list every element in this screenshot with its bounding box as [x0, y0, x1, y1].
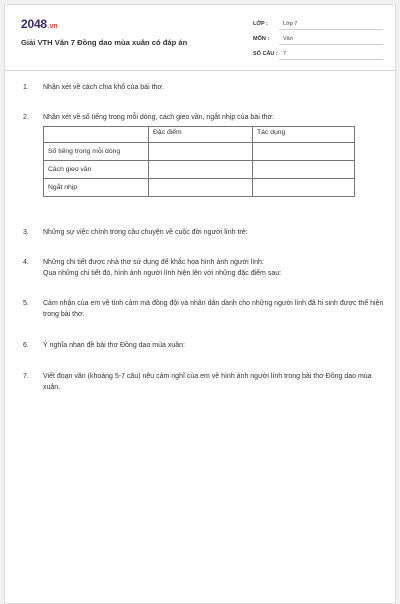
meta-class-value: Lớp 7 — [279, 18, 383, 30]
meta-subject — [253, 31, 383, 45]
question-number: 6. — [23, 342, 29, 349]
table-row — [44, 179, 355, 197]
meta-question-count-label: SỐ CÂU : — [253, 51, 278, 57]
meta-class — [253, 16, 383, 30]
table-answer-cell[interactable] — [149, 179, 253, 197]
table-answer-cell[interactable] — [149, 143, 253, 161]
question-text: Nhận xét về số tiếng trong mỗi dòng, cách gieo vần, ngắt nhịp của bài thơ: — [43, 114, 275, 121]
question-number: 5. — [23, 300, 29, 307]
question-number: 7. — [23, 373, 29, 380]
site-logo[interactable] — [21, 17, 57, 31]
meta-class-label: LỚP : — [253, 21, 268, 27]
question-text: Nhận xét về cách chia khổ của bài thơ. — [43, 84, 164, 91]
question-4 — [23, 257, 385, 279]
question-subtext: Qua những chi tiết đó, hình ảnh người lính hiện lên với những đặc điểm sau: — [43, 270, 282, 277]
table-row-label: Cách gieo vần — [44, 161, 149, 179]
table-header-cell: Đặc điểm — [149, 127, 253, 143]
page-title: Giải VTH Văn 7 Đồng dao mùa xuân có đáp án — [21, 38, 188, 47]
table-header-row — [44, 127, 355, 143]
worksheet-page — [4, 4, 396, 604]
table-row-label: Số tiếng trong mỗi dòng — [44, 143, 149, 161]
meta-question-count — [253, 46, 383, 60]
question-text: Cảm nhận của em về tình cảm mà đồng đội và nhân dân dành cho những người lính đã hi sinh được thể hiện trong bài thơ. — [43, 300, 384, 318]
logo-main: 2048 — [21, 17, 47, 31]
meta-subject-value: Văn — [279, 33, 383, 45]
question-number: 2. — [23, 114, 29, 121]
question-text: Những sự việc chính trong câu chuyện về cuộc đời người lính trẻ: — [43, 229, 248, 236]
question-number: 1. — [23, 84, 29, 91]
meta-question-count-value: 7 — [279, 48, 383, 60]
table-header-cell — [44, 127, 149, 143]
question-2 — [23, 112, 385, 123]
table-answer-cell[interactable] — [253, 179, 355, 197]
question-6 — [23, 340, 385, 351]
question-text: Ý nghĩa nhan đề bài thơ Đồng dao mùa xuân: — [43, 342, 185, 349]
logo-suffix: .vn — [47, 23, 58, 30]
question-3 — [23, 227, 385, 238]
question-1 — [23, 82, 385, 93]
question-5 — [23, 298, 385, 320]
table-row — [44, 161, 355, 179]
question-text: Viết đoạn văn (khoảng 5-7 câu) nêu cảm nghĩ của em về hình ảnh người lính trong bài thơ Đồng dao mùa xuân. — [43, 373, 372, 391]
question-number: 3. — [23, 229, 29, 236]
table-answer-cell[interactable] — [253, 143, 355, 161]
table-answer-cell[interactable] — [149, 161, 253, 179]
table-answer-cell[interactable] — [253, 161, 355, 179]
question-text: Những chi tiết được nhà thơ sử dụng để khắc họa hình ảnh người lính: — [43, 259, 264, 266]
table-row-label: Ngắt nhịp — [44, 179, 149, 197]
worksheet-header — [5, 5, 397, 71]
meta-subject-label: MÔN : — [253, 36, 270, 42]
question-number: 4. — [23, 259, 29, 266]
question-7 — [23, 371, 385, 393]
table-row — [44, 143, 355, 161]
table-header-cell: Tác dụng — [253, 127, 355, 143]
analysis-table — [43, 126, 355, 197]
